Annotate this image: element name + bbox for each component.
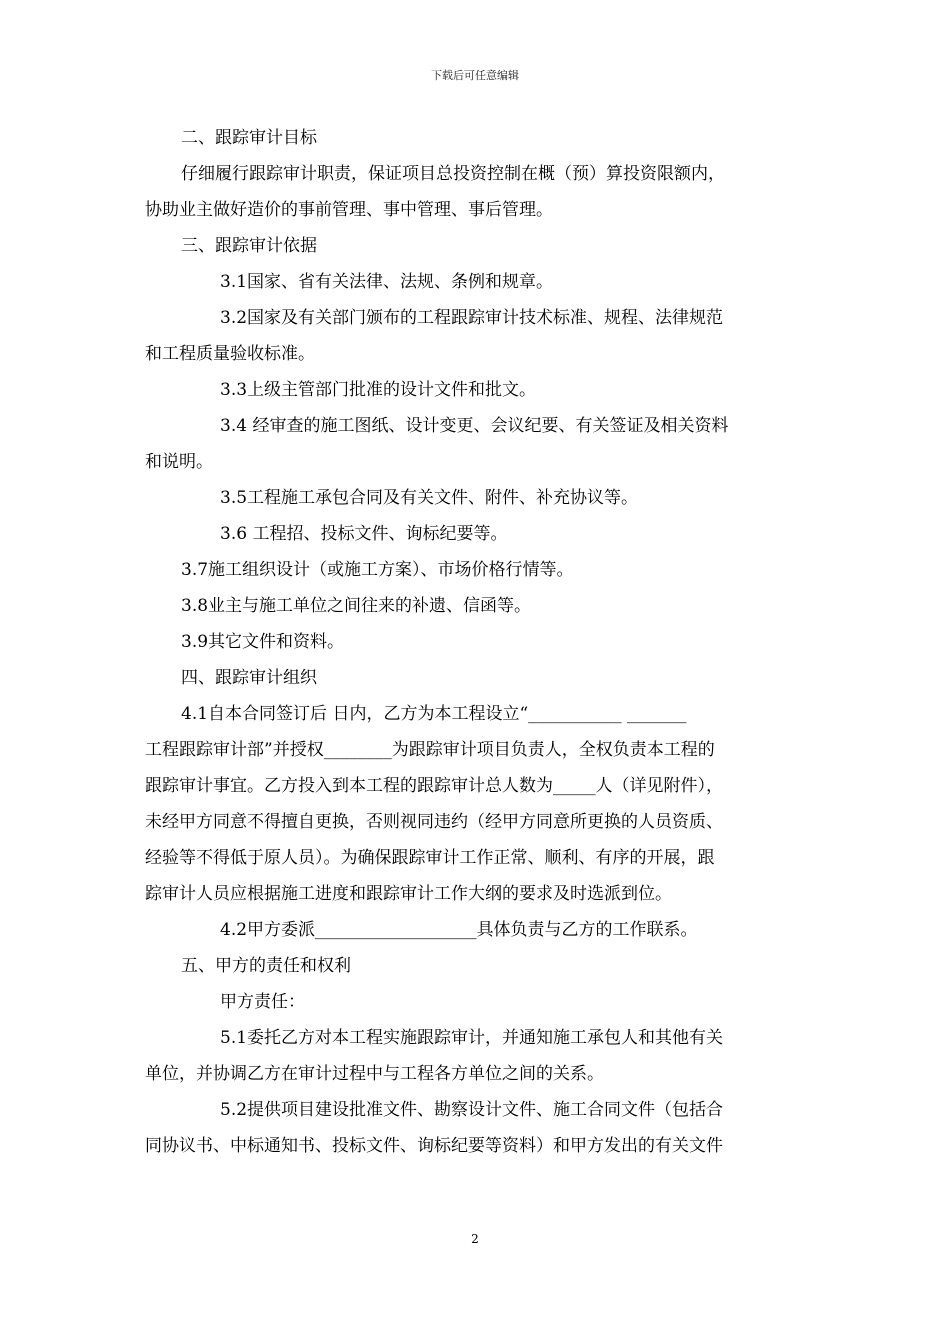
- paragraph: 3.2国家及有关部门颁布的工程跟踪审计技术标准、规程、法律规范: [220, 308, 724, 328]
- paragraph: 3.8业主与施工单位之间往来的补遗、信函等。: [181, 596, 532, 616]
- page-number: 2: [471, 1232, 479, 1246]
- paragraph: 四、跟踪审计组织: [181, 668, 317, 688]
- paragraph: 未经甲方同意不得擅自更换，否则视同违约（经甲方同意所更换的人员资质、: [145, 812, 723, 832]
- paragraph: 和说明。: [145, 452, 213, 472]
- paragraph: 同协议书、中标通知书、投标文件、询标纪要等资料）和甲方发出的有关文件: [145, 1136, 723, 1156]
- paragraph: 3.5工程施工承包合同及有关文件、附件、补充协议等。: [220, 488, 639, 508]
- paragraph: 协助业主做好造价的事前管理、事中管理、事后管理。: [145, 200, 553, 220]
- paragraph: 3.6 工程招、投标文件、询标纪要等。: [220, 524, 508, 544]
- paragraph: 甲方责任：: [220, 992, 305, 1012]
- paragraph: 3.9其它文件和资料。: [181, 632, 345, 652]
- paragraph: 和工程质量验收标准。: [145, 344, 315, 364]
- paragraph: 二、跟踪审计目标: [181, 128, 317, 148]
- paragraph: 4.1自本合同签订后 日内，乙方为本工程设立“___________ _______: [181, 704, 687, 724]
- paragraph: 踪审计人员应根据施工进度和跟踪审计工作大纲的要求及时选派到位。: [145, 884, 672, 904]
- paragraph: 三、跟踪审计依据: [181, 236, 317, 256]
- paragraph: 3.4 经审查的施工图纸、设计变更、会议纪要、有关签证及相关资料: [220, 416, 729, 436]
- page-header: 下载后可任意编辑: [431, 69, 519, 82]
- paragraph: 仔细履行跟踪审计职责，保证项目总投资控制在概（预）算投资限额内，: [181, 164, 725, 184]
- paragraph: 跟踪审计事宜。乙方投入到本工程的跟踪审计总人数为_____人（详见附件），: [145, 776, 723, 796]
- paragraph: 5.1委托乙方对本工程实施跟踪审计，并通知施工承包人和其他有关: [220, 1028, 724, 1048]
- paragraph: 3.1国家、省有关法律、法规、条例和规章。: [220, 272, 554, 292]
- paragraph: 3.3上级主管部门批准的设计文件和批文。: [220, 380, 537, 400]
- paragraph: 单位，并协调乙方在审计过程中与工程各方单位之间的关系。: [145, 1064, 604, 1084]
- paragraph: 经验等不得低于原人员）。为确保跟踪审计工作正常、顺利、有序的开展，跟: [145, 848, 715, 868]
- paragraph: 3.7施工组织设计（或施工方案）、市场价格行情等。: [181, 560, 574, 580]
- document-body: [145, 120, 810, 1164]
- paragraph: 五、甲方的责任和权利: [181, 956, 351, 976]
- paragraph: 5.2提供项目建设批准文件、勘察设计文件、施工合同文件（包括合: [220, 1100, 724, 1120]
- paragraph: 4.2甲方委派___________________具体负责与乙方的工作联系。: [220, 920, 698, 940]
- paragraph: 工程跟踪审计部”并授权________为跟踪审计项目负责人，全权负责本工程的: [145, 740, 715, 760]
